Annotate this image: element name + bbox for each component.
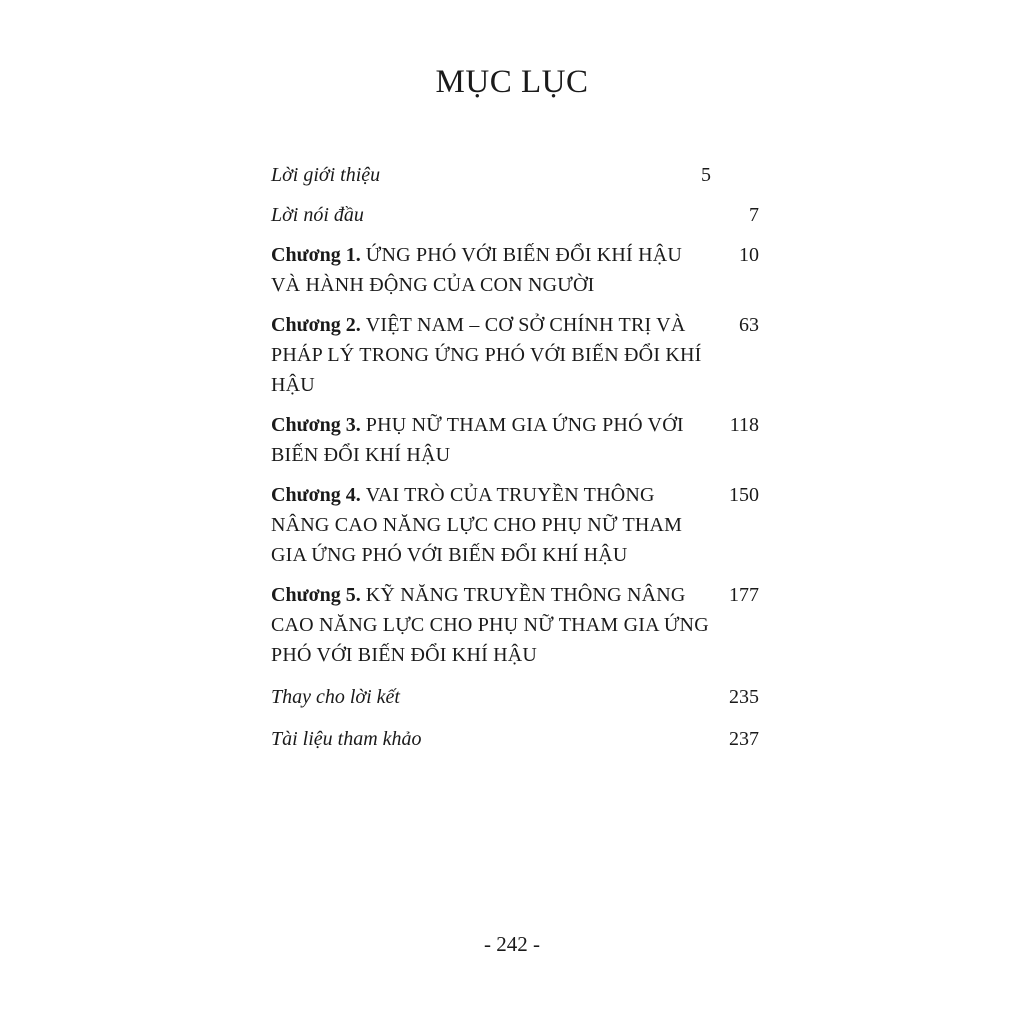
chapter-label: Chương 2. (271, 314, 361, 336)
toc-entry-introduction (271, 160, 711, 190)
toc-entry-chapter-5 (271, 580, 759, 670)
chapter-title: VAI TRÒ CỦA TRUYỀN THÔNG NÂNG CAO NĂNG LỰC CHO PHỤ NỮ THAM GIA ỨNG PHÓ VỚI BIẾN ĐỔI KHÍ HẬU (271, 484, 683, 566)
entry-page: 5 (701, 164, 711, 186)
chapter-title: PHỤ NỮ THAM GIA ỨNG PHÓ VỚI BIẾN ĐỔI KHÍ HẬU (271, 414, 684, 466)
chapter-label: Chương 1. (271, 244, 361, 266)
page-title: MỤC LỤC (435, 64, 589, 100)
entry-title: Thay cho lời kết (271, 686, 400, 708)
entry-page: 235 (729, 686, 759, 708)
toc-entry-foreword (271, 200, 759, 230)
page-number: - 242 - (484, 932, 540, 956)
toc-entry-chapter-4 (271, 480, 759, 570)
toc-entry-chapter-1 (271, 240, 759, 300)
entry-page: 237 (729, 728, 759, 750)
chapter-title: ỨNG PHÓ VỚI BIẾN ĐỔI KHÍ HẬU VÀ HÀNH ĐỘNG CỦA CON NGƯỜI (271, 244, 683, 296)
entry-page: 7 (749, 204, 759, 226)
entry-title: Tài liệu tham khảo (271, 728, 422, 750)
entry-title: Lời nói đầu (271, 204, 364, 226)
entry-title: Lời giới thiệu (271, 164, 381, 186)
chapter-title: VIỆT NAM – CƠ SỞ CHÍNH TRỊ VÀ PHÁP LÝ TRONG ỨNG PHÓ VỚI BIẾN ĐỔI KHÍ HẬU (271, 314, 702, 396)
entry-page: 150 (729, 484, 759, 506)
toc-entry-afterword (271, 682, 759, 712)
toc-entry-references (271, 724, 759, 754)
chapter-title: KỸ NĂNG TRUYỀN THÔNG NÂNG CAO NĂNG LỰC CHO PHỤ NỮ THAM GIA ỨNG PHÓ VỚI BIẾN ĐỔI KHÍ HẬU (271, 584, 709, 666)
chapter-label: Chương 4. (271, 484, 361, 506)
entry-page: 177 (729, 584, 759, 606)
entry-page: 10 (739, 244, 759, 266)
entry-page: 63 (739, 314, 759, 336)
chapter-label: Chương 3. (271, 414, 361, 436)
toc-entry-chapter-3 (271, 410, 759, 470)
entry-page: 118 (729, 414, 759, 436)
toc-entry-chapter-2 (271, 310, 759, 400)
chapter-label: Chương 5. (271, 584, 361, 606)
